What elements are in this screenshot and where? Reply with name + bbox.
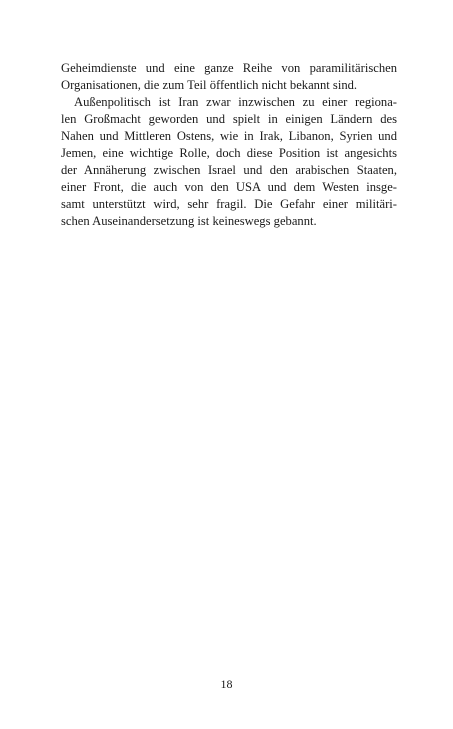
text-line: len Großmacht geworden und spielt in einigen Ländern des <box>61 112 397 126</box>
text-line: der Annäherung zwischen Israel und den arabischen Staaten, <box>61 163 397 177</box>
text-line: Organisationen, die zum Teil öffentlich nicht bekannt sind. <box>61 78 358 92</box>
paragraph-1 <box>61 60 397 94</box>
text-line: Nahen und Mittleren Ostens, wie in Irak, Libanon, Syrien und <box>61 129 397 143</box>
text-line: einer Front, die auch von den USA und dem Westen insge- <box>61 180 397 194</box>
text-line: Jemen, eine wichtige Rolle, doch diese Position ist angesichts <box>61 146 397 160</box>
text-line: Außenpolitisch ist Iran zwar inzwischen zu einer regiona- <box>74 95 397 109</box>
text-line: Geheimdienste und eine ganze Reihe von paramilitärischen <box>61 61 397 75</box>
page-body <box>61 60 397 230</box>
text-line: schen Auseinandersetzung ist keineswegs gebannt. <box>61 214 317 228</box>
page-number: 18 <box>220 677 233 691</box>
text-line: samt unterstützt wird, sehr fragil. Die Gefahr einer militäri- <box>61 197 397 211</box>
paragraph-2 <box>61 94 397 230</box>
